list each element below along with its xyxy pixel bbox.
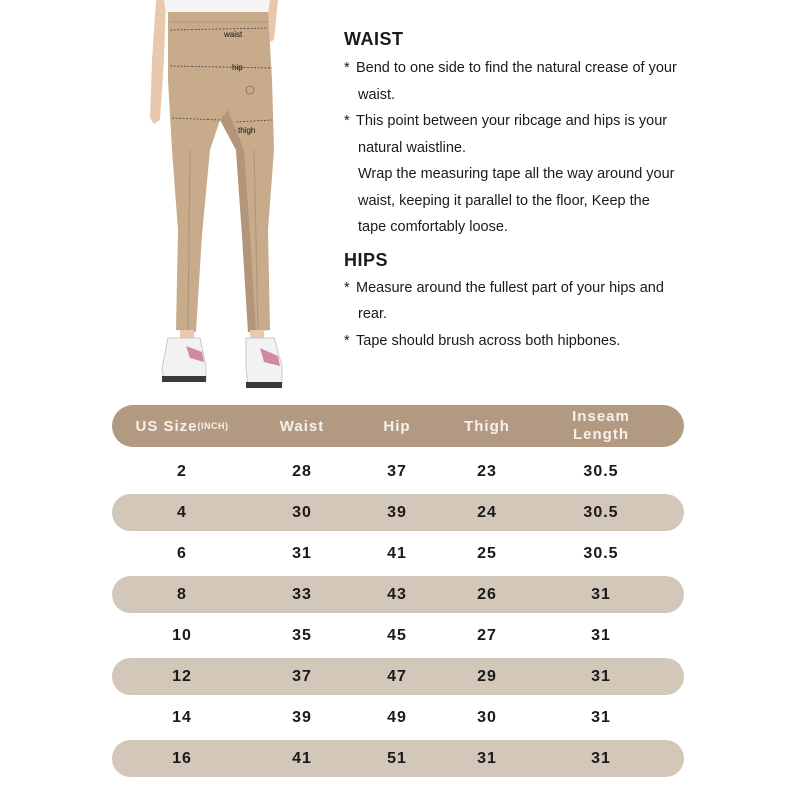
header-hip: Hip [383, 417, 411, 435]
table-row [112, 576, 684, 613]
cell-waist: 28 [292, 462, 312, 480]
thigh-label: thigh [238, 126, 256, 135]
measuring-instructions [344, 28, 784, 354]
bullet-star: * [344, 113, 350, 129]
table-row [112, 617, 684, 654]
hips-section-title: HIPS [344, 249, 389, 270]
cell-inseam: 30.5 [583, 462, 619, 480]
waist-section-title: WAIST [344, 29, 404, 49]
table-row [112, 699, 684, 736]
waist-bullet-2: * This point between your ribcage and hips is your natural waistline. Wrap the measuring tape all the way around your waist, keeping it parallel to the floor, Keep the tape comfortably loose. [344, 108, 784, 241]
cell-thigh: 27 [477, 626, 497, 644]
cell-inseam: 30.5 [583, 544, 619, 562]
cell-waist: 31 [292, 544, 312, 562]
size-chart-table [112, 405, 684, 781]
table-row [112, 494, 684, 531]
hip-label: hip [232, 63, 243, 72]
cell-hip: 47 [387, 667, 407, 685]
cell-waist: 37 [292, 667, 312, 685]
cell-thigh: 26 [477, 585, 497, 603]
left-arm [150, 0, 166, 124]
cell-thigh: 24 [477, 503, 497, 521]
cell-inseam: 31 [591, 585, 611, 603]
model-illustration [150, 0, 310, 390]
table-row [112, 453, 684, 490]
cell-size: 6 [177, 544, 187, 562]
cell-size: 12 [172, 667, 192, 685]
header-size-unit: (INCH) [197, 421, 229, 431]
cell-inseam: 31 [591, 667, 611, 685]
bullet-star: * [344, 332, 350, 349]
cell-thigh: 29 [477, 667, 497, 685]
header-thigh: Thigh [464, 417, 510, 435]
cell-hip: 37 [387, 462, 407, 480]
cell-size: 8 [177, 585, 187, 603]
cell-hip: 45 [387, 626, 407, 644]
waist-label: waist [224, 30, 243, 39]
header-us-size: US Size (INCH) [135, 417, 229, 435]
cell-waist: 30 [292, 503, 312, 521]
cell-thigh: 30 [477, 708, 497, 726]
cell-size: 2 [177, 462, 187, 480]
bullet-star: * [344, 60, 350, 76]
cell-hip: 39 [387, 503, 407, 521]
cell-hip: 41 [387, 544, 407, 562]
cell-size: 10 [172, 626, 192, 644]
cell-thigh: 25 [477, 544, 497, 562]
cell-hip: 49 [387, 708, 407, 726]
cell-size: 4 [177, 503, 187, 521]
waist-bullet-1: * Bend to one side to find the natural crease of your waist. [344, 55, 784, 108]
cell-inseam: 30.5 [583, 503, 619, 521]
header-waist: Waist [279, 417, 325, 435]
cell-size: 16 [172, 749, 192, 767]
cell-inseam: 31 [591, 749, 611, 767]
pants-figure-graphic [150, 0, 310, 390]
cell-hip: 43 [387, 585, 407, 603]
cell-thigh: 31 [477, 749, 497, 767]
cell-thigh: 23 [477, 462, 497, 480]
hips-bullet-1: * Measure around the fullest part of your hips and rear. [344, 275, 784, 328]
pants [168, 12, 274, 332]
table-row [112, 658, 684, 695]
cell-waist: 39 [292, 708, 312, 726]
table-row [112, 535, 684, 572]
cell-waist: 33 [292, 585, 312, 603]
cell-hip: 51 [387, 749, 407, 767]
header-inseam-length: Inseam Length [572, 408, 630, 443]
cell-inseam: 31 [591, 708, 611, 726]
bullet-star: * [344, 279, 350, 296]
cell-size: 14 [172, 708, 192, 726]
shirt [164, 0, 270, 14]
table-header-row [112, 405, 684, 447]
cell-waist: 41 [292, 749, 312, 767]
cell-waist: 35 [292, 626, 312, 644]
hips-bullet-2: * Tape should brush across both hipbones. [344, 328, 784, 355]
cell-inseam: 31 [591, 626, 611, 644]
table-row [112, 740, 684, 777]
